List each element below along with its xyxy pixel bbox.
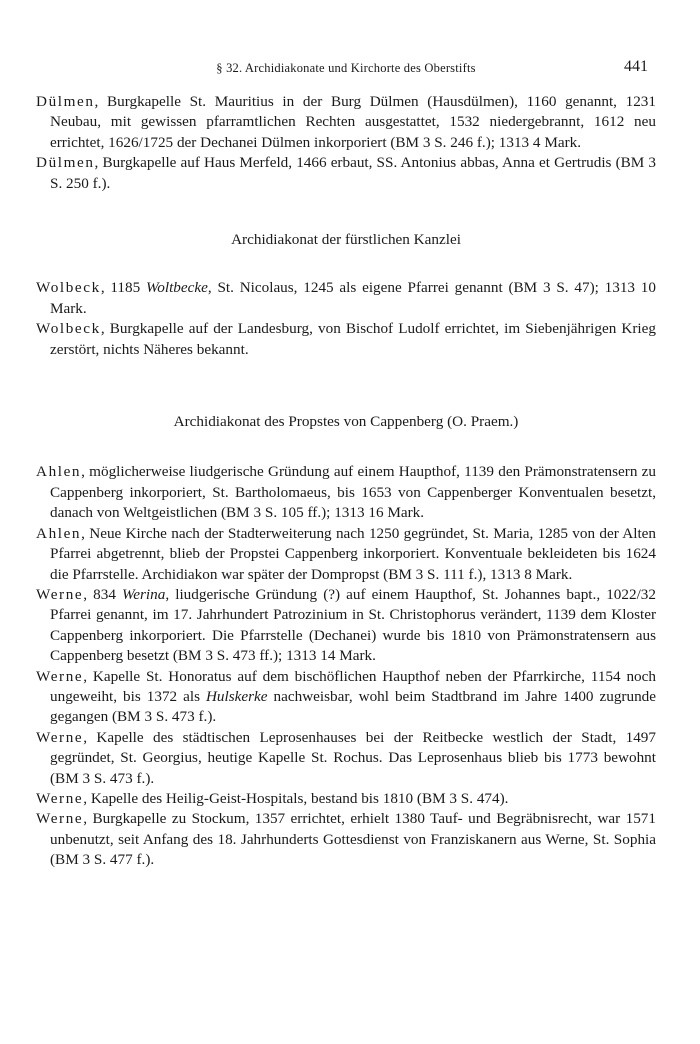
entry-wolbeck-burgkapelle xyxy=(36,319,656,360)
entry-text: , Kapelle des städtischen Leprosenhauses bei der Reitbecke westlich der Stadt, 1497 gegründet, St. Georgius, heutige Kapelle St. Rochus. Das Leprosenhaus blieb bis 1773 bewohnt (BM 3 S. 473 f.). xyxy=(50,728,656,787)
entry-text: , liudgerische Gründung (?) auf einem Haupthof, St. Johannes bapt., 1022/32 Pfarrei genannt, im 17. Jahrhundert Patrozinium in St. Christophorus verändert, 1139 dem Kloster Cappenberg inkorporiert. Die Pfarrstelle (Dechanei) wurde bis 1810 von Prämonstratensern aus Cappenberg besetzt (BM 3 S. 473 ff.); 1313 14 Mark. xyxy=(50,585,656,665)
entry-historic-name: Werina xyxy=(122,585,166,603)
entry-place: Werne xyxy=(36,667,84,685)
entry-historic-name: Hulskerke xyxy=(205,687,268,705)
entry-place: Werne xyxy=(36,789,84,807)
entry-werne-honoratus xyxy=(36,667,656,728)
running-head xyxy=(36,58,656,80)
entry-text: , Kapelle St. Honoratus auf dem bischöflichen Haupthof neben der Pfarrkirche, 1154 noch ungeweiht, bis 1372 als xyxy=(50,667,656,705)
entry-text: , möglicherweise liudgerische Gründung auf einem Haupthof, 1139 den Prämonstratensern zu Cappenberg inkorporiert, St. Bartholomaeus, bis 1653 von Cappenberger Konventualen besetzt, danach von Weltgeistlichen (BM 3 S. 105 ff.); 1313 16 Mark. xyxy=(50,463,656,522)
page-number: 441 xyxy=(624,58,648,75)
entry-place: Wolbeck xyxy=(36,320,101,338)
section-heading-fuerstliche-kanzlei: Archidiakonat der fürstlichen Kanzlei xyxy=(231,231,461,249)
entry-text: , Burgkapelle St. Mauritius in der Burg Dülmen (Hausdülmen), 1160 genannt, 1231 Neubau, mit gewissen pfarramtlichen Rechten ausgestattet, 1532 niedergebrannt, 1612 neu errichtet, 1626/1725 der Dechanei Dülmen inkorporiert (BM 3 S. 246 f.); 1313 4 Mark. xyxy=(50,93,656,151)
entry-werne-leprosenhaus xyxy=(36,728,656,789)
entry-place: Ahlen xyxy=(36,524,82,542)
entry-place: Werne xyxy=(36,728,84,746)
entry-duelmen-merfeld xyxy=(36,153,656,194)
entry-text: nachweisbar, wohl beim Stadtbrand im Jahre 1400 zugrunde gegangen (BM 3 S. 473 f.). xyxy=(50,687,657,726)
entry-werne-pfarrei xyxy=(36,585,656,667)
entry-text: , St. Nicolaus, 1245 als eigene Pfarrei genannt (BM 3 S. 47); 1313 10 Mark. xyxy=(50,279,656,317)
entry-text: , Kapelle des Heilig-Geist-Hospitals, bestand bis 1810 (BM 3 S. 474). xyxy=(83,789,509,807)
entry-text: , 1185 xyxy=(100,279,146,297)
entry-werne-stockum xyxy=(36,809,656,870)
body-text xyxy=(36,92,656,871)
entry-place: Werne xyxy=(36,585,84,603)
entry-historic-name: Woltbecke xyxy=(146,279,208,297)
entry-place: Werne xyxy=(36,810,84,828)
entry-text: , Burgkapelle auf Haus Merfeld, 1466 erbaut, SS. Antonius abbas, Anna et Gertrudis (BM 3 S. 250 f.). xyxy=(50,154,656,192)
entry-place: Dülmen xyxy=(36,154,95,172)
entry-place: Dülmen xyxy=(36,93,95,110)
entry-text: , Burgkapelle zu Stockum, 1357 errichtet, erhielt 1380 Tauf- und Begräbnisrecht, war 1571 unbenutzt, seit Anfang des 18. Jahrhunderts Gottesdienst von Franziskanern aus Werne, St. Sophia (BM 3 S. 477 f.). xyxy=(50,810,656,869)
entry-place: Ahlen xyxy=(36,463,82,481)
entry-text: , Neue Kirche nach der Stadterweiterung nach 1250 gegründet, St. Maria, 1285 von der Alten Pfarrei abgetrennt, blieb der Propstei Cappenberg inkorporiert. Konventuale bekleideten bis 1624 die Pfarrstelle. Archidiakon war später der Dompropst (BM 3 S. 111 f.), 1313 8 Mark. xyxy=(50,524,656,583)
entry-ahlen-alte-pfarrei xyxy=(36,462,656,523)
section-heading-propst-cappenberg: Archidiakonat des Propstes von Cappenberg (O. Praem.) xyxy=(173,413,519,431)
entry-duelmen-burgkapelle-mauritius xyxy=(36,92,656,153)
entry-wolbeck-pfarrei xyxy=(36,278,656,319)
entry-text: , Burgkapelle auf der Landesburg, von Bischof Ludolf errichtet, im Siebenjährigen Krieg zerstört, nichts Näheres bekannt. xyxy=(50,320,656,358)
entry-ahlen-neue-kirche xyxy=(36,524,656,585)
entry-werne-heilig-geist xyxy=(36,789,656,809)
running-head-title: § 32. Archidiakonate und Kirchorte des Oberstifts xyxy=(216,61,476,75)
entry-place: Wolbeck xyxy=(36,279,101,297)
entry-text: , 834 xyxy=(83,585,123,603)
